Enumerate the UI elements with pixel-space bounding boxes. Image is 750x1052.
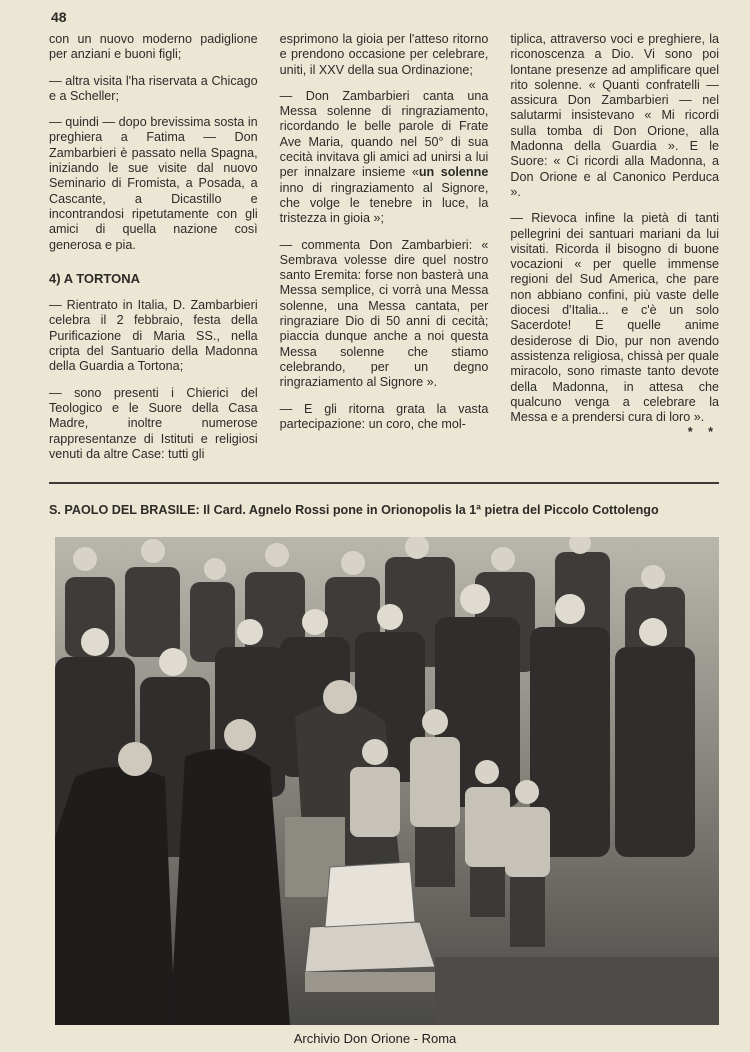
paragraph: — altra visita l'ha riservata a Chicago e a Scheller; [49, 73, 258, 103]
column-3 [510, 32, 719, 462]
paragraph-text: — Rievoca infine la pietà di tanti pellegrini dei santuari mariani da lui visitati. Ricorda il bisogno di buone vocazioni « per quelle immense regioni del Sud America, che pare non abbiano confini, più vaste delle diocesi d'Italia... e c'è un solo Sacerdote! E quelle anime desiderose di Dio, pur non avendo assistenza religiosa, chissà per quale miracolo, sono rimaste tanto devote della Madonna, in attesa che qualcuno venga a celebrare la Messa e a prendersi cura di loro ». [510, 211, 720, 425]
paragraph: con un nuovo moderno padiglione per anziani e buoni figli; [49, 32, 258, 62]
photo-cornerstone-ceremony [55, 537, 719, 1025]
paragraph: esprimono la gioia per l'atteso ritorno e prendono occasione per celebrare, uniti, il XXV della sua Ordinazione; [279, 32, 489, 77]
section-divider [49, 482, 719, 484]
paragraph: — quindi — dopo brevissima sosta in preghiera a Fatima — Don Zambarbieri è passato nella Spagna, iniziando le sue visite dal nuovo Seminario di Fromista, a Posada, a Cascante, a Dicastillo e incontrandosi ripetutamente con gli amici di quella nazione così generosa e pia. [49, 115, 258, 252]
photo-caption: S. PAOLO DEL BRASILE: Il Card. Agnelo Rossi pone in Orionopolis la 1ª pietra del Piccolo Cottolengo [49, 503, 659, 517]
bold-emphasis: un solenne [418, 165, 489, 180]
photo-illustration [55, 537, 719, 1025]
paragraph: — sono presenti i Chierici del Teologico e le Suore della Casa Madre, inoltre numerose rappresentanze di Istituti e religiosi venuti da altre Case: tutti gli [49, 385, 258, 461]
page-number: 48 [51, 9, 67, 25]
archive-footer: Archivio Don Orione - Roma [293, 1031, 457, 1046]
paragraph: — E gli ritorna grata la vasta partecipazione: un coro, che mol- [279, 401, 489, 431]
column-2 [280, 32, 489, 462]
paragraph-text: — Don Zambarbieri canta una Messa solenne di ringraziamento, ricordando le belle parole di Frate Ave Maria, quando nel 50° di sua cecità invitava gli amici ad unirsi a lui per innalzare insieme « [279, 88, 489, 180]
end-mark: * * [687, 425, 720, 440]
paragraph: — commenta Don Zambarbieri: « Sembrava volesse dire quel nostro santo Eremita: forse non basterà una Messa semplice, ci vorrà una Messa solenne, una Messa cantata, per ringraziare Dio di 50 anni di cecità; piaccia dunque anche a noi questa Messa solenne che stiamo celebrando, per un degno ringraziamento al Signore ». [279, 237, 489, 390]
paragraph: tiplica, attraverso voci e preghiere, la riconoscenza a Dio. Vi sono poi lontane presenze ad amplificare quel rito solenne. « Quanti confratelli — assicura Don Zambarbieri — nel salutarmi insistevano « Mi ricordi sulla tomba di Don Orione, alla Madonna della Guardia ». E le Suore: « Ci ricordi alla Madonna, a Don Orione e al Canonico Perduca ». [510, 32, 720, 199]
article-columns [49, 32, 719, 462]
paragraph [510, 211, 720, 440]
section-heading: 4) A TORTONA [49, 270, 141, 286]
column-1 [49, 32, 258, 462]
paragraph [280, 89, 489, 227]
paragraph-text: inno di ringraziamento al Signore, che volge le tenebre in luce, la tristezza in gioia »; [279, 180, 489, 226]
paragraph: — Rientrato in Italia, D. Zambarbieri celebra il 2 febbraio, festa della Purificazione di Maria SS., nella cripta del Santuario della Madonna della Guardia a Tortona; [49, 298, 258, 374]
